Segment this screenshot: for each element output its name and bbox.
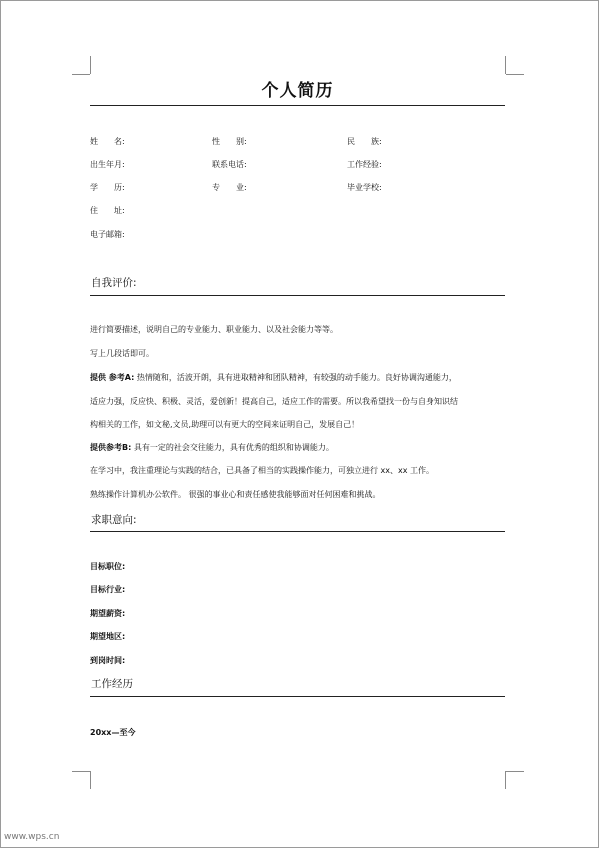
self-eval-heading: 自我评价: — [91, 277, 137, 289]
crop-mark-top-right — [506, 74, 524, 75]
reference-b-label: 提供参考B: — [90, 443, 132, 452]
work-heading: 工作经历 — [91, 678, 133, 690]
name-label: 姓 名: — [90, 137, 125, 146]
address-label: 住 址: — [90, 206, 125, 215]
gender-label: 性 别: — [212, 137, 247, 146]
target-industry-label: 目标行业: — [90, 585, 126, 594]
intention-heading: 求职意向: — [91, 514, 137, 526]
watermark: www.wps.cn — [4, 832, 60, 842]
ethnicity-label: 民 族: — [347, 137, 382, 146]
crop-mark-bottom-right — [505, 771, 506, 789]
education-label: 学 历: — [90, 183, 125, 192]
self-eval-line: 熟练操作计算机办公软件。 很强的事业心和责任感使我能够面对任何困难和挑战。 — [90, 490, 381, 499]
school-label: 毕业学校: — [347, 183, 382, 192]
target-position-label: 目标职位: — [90, 562, 126, 571]
self-eval-line: 在学习中，我注重理论与实践的结合，已具备了相当的实践操作能力，可独立进行 xx、xx 工作。 — [90, 466, 435, 475]
reference-a-text: 热情随和，活波开朗，具有进取精神和团队精神，有较强的动手能力。良好协调沟通能力， — [134, 373, 457, 382]
page-title: 个人简历 — [261, 81, 334, 101]
title-rule — [90, 105, 505, 106]
experience-label: 工作经验: — [347, 160, 382, 169]
crop-mark-bottom-left — [72, 771, 90, 772]
birth-label: 出生年月: — [90, 160, 125, 169]
self-eval-line: 写上几段话即可。 — [90, 349, 154, 358]
expected-region-label: 期望地区: — [90, 632, 126, 641]
crop-mark-top-left — [72, 74, 90, 75]
self-eval-rule — [90, 295, 505, 296]
self-eval-line: 构相关的工作，如文秘,文员,助理可以有更大的空间来证明自己，发展自己！ — [90, 420, 360, 429]
work-rule — [90, 696, 505, 697]
crop-mark-bottom-right — [506, 771, 524, 772]
phone-label: 联系电话: — [212, 160, 247, 169]
intention-rule — [90, 531, 505, 532]
crop-mark-top-right — [505, 56, 506, 74]
reference-a-label: 提供 参考A: — [90, 373, 135, 382]
self-eval-line: 适应力强，反应快、积极、灵活，爱创新！提高自己，适应工作的需要。所以我希望找一份与自身知识结 — [90, 397, 458, 406]
arrival-time-label: 到岗时间: — [90, 656, 126, 665]
reference-b-text: 具有一定的社会交往能力，具有优秀的组织和协调能力。 — [131, 443, 334, 452]
work-period: 20xx—至今 — [90, 728, 136, 737]
expected-salary-label: 期望薪资: — [90, 609, 126, 618]
self-eval-line — [90, 442, 334, 453]
self-eval-line: 进行简要描述，说明自己的专业能力、职业能力、以及社会能力等等。 — [90, 325, 338, 334]
crop-mark-bottom-left — [90, 771, 91, 789]
crop-mark-top-left — [90, 56, 91, 74]
email-label: 电子邮箱: — [90, 230, 125, 239]
major-label: 专 业: — [212, 183, 247, 192]
self-eval-line — [90, 372, 457, 383]
